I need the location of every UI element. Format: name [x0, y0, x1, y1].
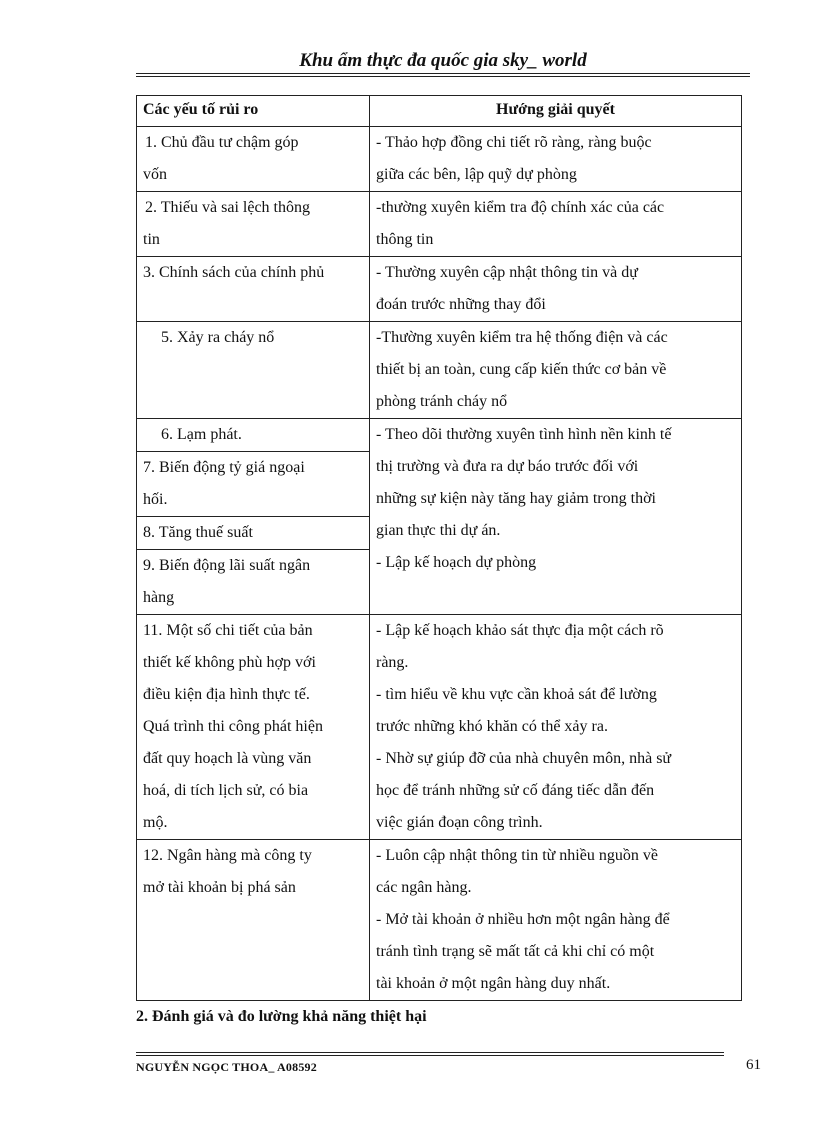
solution-line: - Nhờ sự giúp đỡ của nhà chuyên môn, nhà sử	[376, 750, 672, 767]
solution-line: tài khoản ở một ngân hàng duy nhất.	[376, 975, 611, 992]
risk-cell	[137, 192, 370, 257]
solution-line: học để tránh những sử cố đáng tiếc dẫn đến	[376, 782, 655, 799]
solution-line: - Luôn cập nhật thông tin từ nhiều nguồn về	[376, 847, 658, 864]
risk-line: 3. Chính sách của chính phủ	[143, 264, 325, 281]
risk-line: 5. Xảy ra cháy nổ	[161, 329, 275, 346]
risk-cell	[137, 550, 370, 615]
table-row	[137, 615, 742, 840]
table-row	[137, 192, 742, 257]
column-header-solution: Hướng giải quyết	[370, 96, 742, 127]
solution-line: thiết bị an toàn, cung cấp kiến thức cơ bản về	[376, 361, 667, 378]
risk-cell	[137, 419, 370, 452]
risk-cell	[137, 615, 370, 840]
solution-line: phòng tránh cháy nổ	[376, 393, 508, 410]
footer-author: NGUYỄN NGỌC THOA_ A08592	[136, 1060, 317, 1074]
risk-cell	[137, 322, 370, 419]
solution-line: - Theo dõi thường xuyên tình hình nền kinh tế	[376, 426, 672, 443]
risk-line: 1. Chủ đầu tư chậm góp	[145, 134, 299, 151]
solution-line: trước những khó khăn có thể xảy ra.	[376, 718, 608, 735]
solution-cell	[370, 322, 742, 419]
table-row	[137, 322, 742, 419]
risk-line: Quá trình thi công phát hiện	[143, 718, 323, 735]
table-row	[137, 419, 742, 452]
solution-cell	[370, 192, 742, 257]
solution-line: giữa các bên, lập quỹ dự phòng	[376, 166, 577, 183]
risk-line: hoá, di tích lịch sử, có bia	[143, 782, 309, 799]
solution-cell	[370, 257, 742, 322]
solution-line: thông tin	[376, 231, 434, 248]
page-header-title: Khu ẩm thực đa quốc gia sky_ world	[299, 50, 587, 71]
solution-line: đoán trước những thay đổi	[376, 296, 546, 313]
solution-cell	[370, 615, 742, 840]
risk-line: hàng	[143, 589, 175, 606]
solution-cell	[370, 127, 742, 192]
risk-line: mộ.	[143, 814, 168, 831]
solution-line: - Mở tài khoản ở nhiều hơn một ngân hàng để	[376, 911, 670, 928]
risk-line: hối.	[143, 491, 168, 508]
risk-line: 7. Biến động tỷ giá ngoại	[143, 459, 305, 476]
table-row	[137, 257, 742, 322]
solution-line: việc gián đoạn công trình.	[376, 814, 543, 831]
footer-rule	[136, 1055, 724, 1056]
risk-line: đất quy hoạch là vùng văn	[143, 750, 312, 767]
solution-line: - tìm hiểu về khu vực cần khoả sát để lường	[376, 686, 657, 703]
risk-line: 12. Ngân hàng mà công ty	[143, 847, 312, 864]
risk-cell	[137, 127, 370, 192]
solution-line: - Thảo hợp đồng chi tiết rõ ràng, ràng buộc	[376, 134, 652, 151]
risk-line: thiết kế không phù hợp với	[143, 654, 316, 671]
section-heading: 2. Đánh giá và đo lường khả năng thiệt hại	[136, 1008, 427, 1025]
solution-line: ràng.	[376, 654, 409, 671]
risk-line: 9. Biến động lãi suất ngân	[143, 557, 311, 574]
solution-line: tránh tình trạng sẽ mất tất cả khi chỉ có một	[376, 943, 655, 960]
header-rule	[136, 73, 750, 74]
risk-line: điều kiện địa hình thực tế.	[143, 686, 310, 703]
risk-cell	[137, 517, 370, 550]
solution-line: thị trường và đưa ra dự báo trước đối với	[376, 458, 639, 475]
risk-cell	[137, 257, 370, 322]
risk-line: mở tài khoản bị phá sản	[143, 879, 296, 896]
table-header-row	[137, 96, 742, 127]
risk-line: 2. Thiếu và sai lệch thông	[145, 199, 310, 216]
risk-line: 6. Lạm phát.	[161, 426, 242, 443]
solution-cell	[370, 840, 742, 1001]
solution-line: - Lập kế hoạch dự phòng	[376, 554, 537, 571]
header-rule	[136, 76, 750, 77]
solution-line: - Thường xuyên cập nhật thông tin và dự	[376, 264, 638, 281]
page-number: 61	[746, 1057, 761, 1073]
risk-cell	[137, 840, 370, 1001]
solution-cell-merged	[370, 419, 742, 615]
risk-line: vốn	[143, 166, 167, 183]
solution-line: - Lập kế hoạch khảo sát thực địa một cách rõ	[376, 622, 664, 639]
risk-table	[136, 95, 742, 1001]
footer-rule	[136, 1052, 724, 1053]
column-header-risk: Các yếu tố rủi ro	[137, 96, 370, 127]
table-row	[137, 127, 742, 192]
solution-line: gian thực thi dự án.	[376, 522, 501, 539]
risk-line: tin	[143, 231, 160, 248]
solution-line: -Thường xuyên kiểm tra hệ thống điện và các	[376, 329, 668, 346]
risk-line: 11. Một số chi tiết của bản	[143, 622, 313, 639]
risk-cell	[137, 452, 370, 517]
risk-line: 8. Tăng thuế suất	[143, 524, 253, 541]
solution-line: các ngân hàng.	[376, 879, 472, 896]
solution-line: những sự kiện này tăng hay giảm trong thời	[376, 490, 656, 507]
table-row	[137, 840, 742, 1001]
solution-line: -thường xuyên kiểm tra độ chính xác của các	[376, 199, 665, 216]
